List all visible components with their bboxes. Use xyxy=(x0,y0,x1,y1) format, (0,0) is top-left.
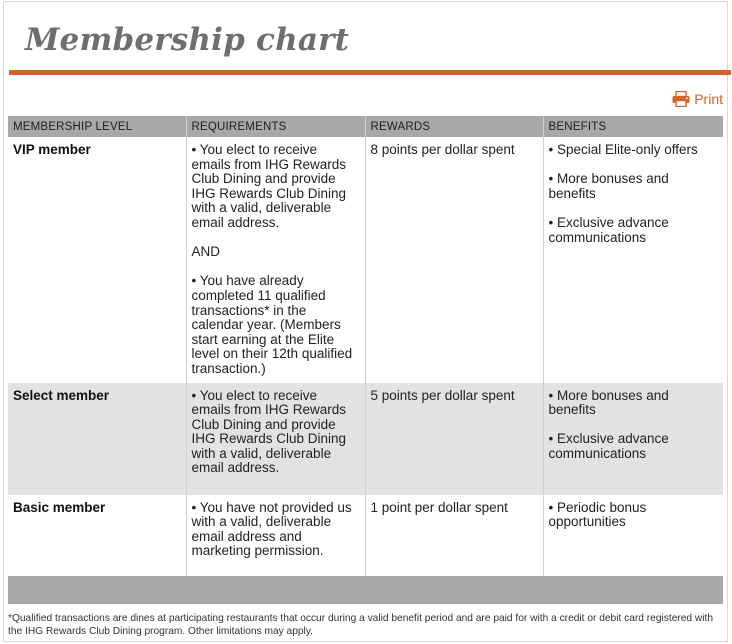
table-row xyxy=(8,137,723,383)
membership-level-cell: VIP member xyxy=(13,142,91,157)
column-header-membership-level: MEMBERSHIP LEVEL xyxy=(8,116,186,137)
requirement-text: • You elect to receive emails from IHG Rewards Club Dining and provide IHG Rewards Club Dining with a valid, deliverable email address. xyxy=(191,387,347,476)
benefit-item: • Exclusive advance communications xyxy=(548,431,669,461)
requirement-text: AND xyxy=(191,244,221,260)
rewards-cell: 8 points per dollar spent xyxy=(365,137,543,383)
benefit-item: • More bonuses and benefits xyxy=(548,171,669,201)
print-link[interactable] xyxy=(672,91,723,107)
requirements-cell xyxy=(186,383,365,495)
table-row xyxy=(8,495,723,577)
benefits-cell xyxy=(543,383,723,495)
table-header-row xyxy=(8,116,723,137)
column-header-benefits: BENEFITS xyxy=(543,116,723,137)
table-footer-bar xyxy=(8,576,723,604)
requirement-text: • You have not provided us with a valid, deliverable email address and marketing permission. xyxy=(191,499,352,559)
requirement-text: • You have already completed 11 qualified transactions* in the calendar year. (Members start earning at the Elite level on their 12th qualified transaction.) xyxy=(191,273,353,376)
table-row xyxy=(8,383,723,495)
rewards-cell: 5 points per dollar spent xyxy=(365,383,543,495)
membership-level-cell: Select member xyxy=(8,383,186,495)
benefit-item: • More bonuses and benefits xyxy=(548,387,669,418)
requirements-cell xyxy=(186,495,365,577)
rewards-cell: 1 point per dollar spent xyxy=(365,495,543,577)
printer-icon xyxy=(672,91,690,107)
membership-level-cell: Basic member xyxy=(13,499,106,515)
column-header-rewards: REWARDS xyxy=(365,116,543,137)
benefits-cell xyxy=(543,495,723,577)
benefit-item: • Exclusive advance communications xyxy=(548,214,669,245)
benefit-item: • Special Elite-only offers xyxy=(548,142,698,157)
column-header-requirements: REQUIREMENTS xyxy=(186,116,365,137)
print-label: Print xyxy=(694,91,723,107)
benefit-item: • Periodic bonus opportunities xyxy=(548,499,647,530)
page-title: Membership chart xyxy=(25,22,350,58)
requirement-text: • You elect to receive emails from IHG Rewards Club Dining and provide IHG Rewards Club Dining with a valid, deliverable email address. xyxy=(191,142,347,230)
membership-table xyxy=(8,116,723,577)
accent-divider xyxy=(9,70,731,75)
footnote: *Qualified transactions are dines at participating restaurants that occur during a valid benefit period and are paid for with a credit or debit card registered with the IHG Rewards Club Dining program. Other limitations may apply. xyxy=(8,613,714,637)
requirements-cell xyxy=(186,137,365,383)
benefits-cell xyxy=(543,137,723,383)
